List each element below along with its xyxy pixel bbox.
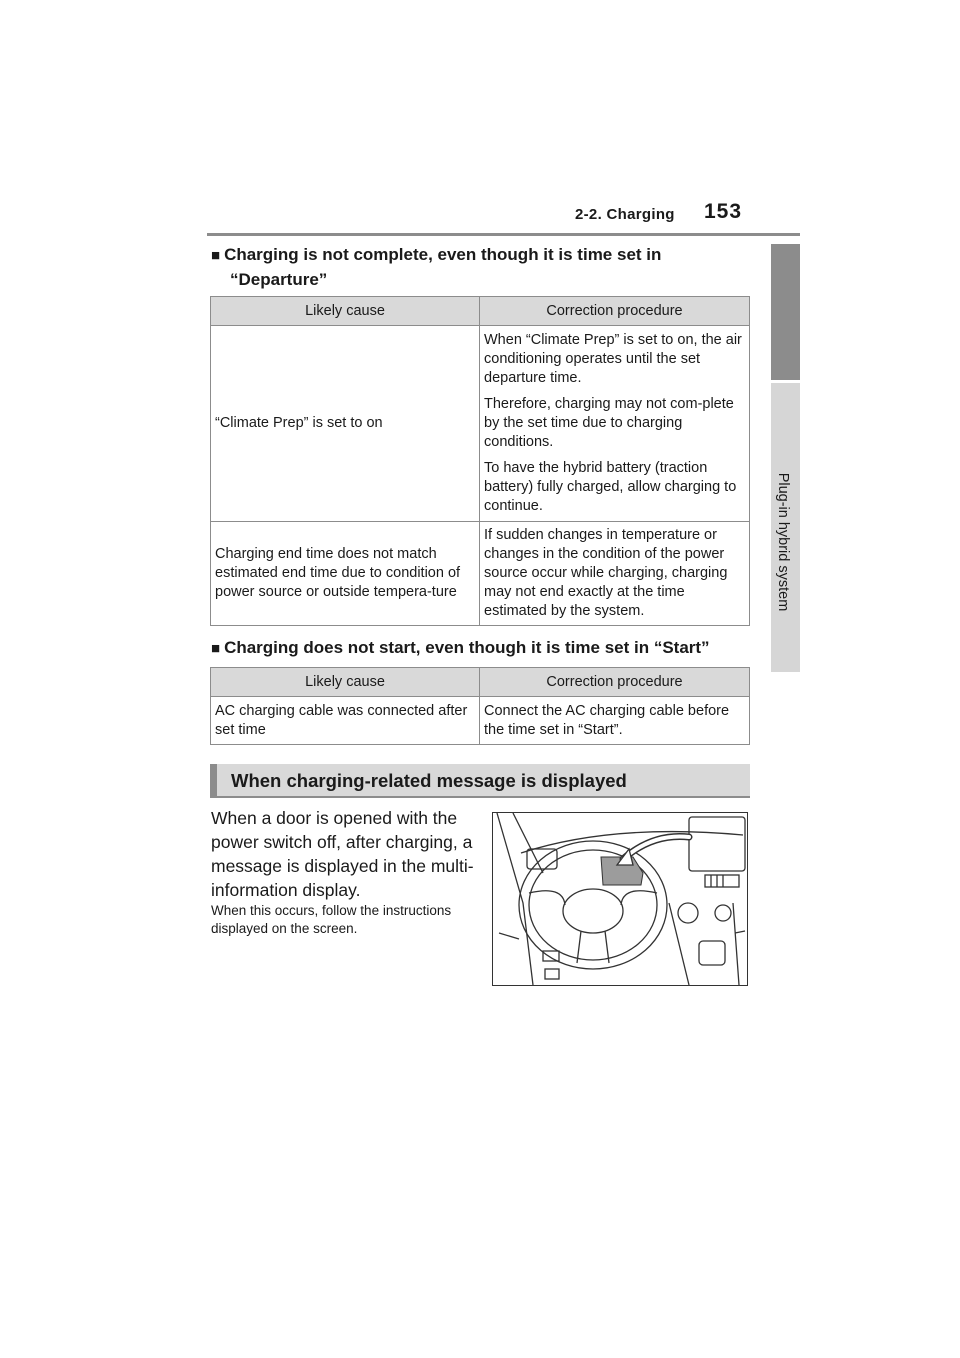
body-text: When a door is opened with the power switch off, after charging, a message is displayed in the multi-information display. xyxy=(211,808,474,900)
table-row xyxy=(211,326,750,522)
table-row xyxy=(211,697,750,745)
subheading-text: Charging does not start, even though it is time set in “Start” xyxy=(224,638,710,657)
start-cause-table xyxy=(210,667,750,745)
chapter-tab xyxy=(771,244,800,380)
cause-cell: “Climate Prep” is set to on xyxy=(211,326,480,522)
table-header-row xyxy=(211,668,750,697)
header-likely-cause: Likely cause xyxy=(211,668,480,697)
section-title: 2-2. Charging xyxy=(575,206,675,223)
procedure-cell xyxy=(480,522,750,626)
page-number: 153 xyxy=(704,200,743,223)
chapter-label: Plug-in hybrid system xyxy=(775,472,791,612)
header-rule xyxy=(207,233,800,236)
square-bullet-icon: ■ xyxy=(211,247,221,264)
procedure-paragraph: Therefore, charging may not com-plete by the set time due to charging conditions. xyxy=(484,396,734,450)
departure-cause-table xyxy=(210,296,750,626)
procedure-paragraph: If sudden changes in temperature or changes in the condition of the power source occur while charging, charging may not end exactly at the time estimated by the system. xyxy=(484,527,728,619)
cause-cell: AC charging cable was connected after set time xyxy=(211,697,480,745)
header-correction-procedure: Correction procedure xyxy=(480,297,750,326)
section-heading: When charging-related message is displayed xyxy=(231,770,627,791)
procedure-paragraph: Connect the AC charging cable before the time set in “Start”. xyxy=(484,702,730,738)
procedure-paragraph: When “Climate Prep” is set to on, the air conditioning operates until the set departure time. xyxy=(484,332,742,386)
procedure-cell xyxy=(480,697,750,745)
note-text: When this occurs, follow the instructions displayed on the screen. xyxy=(211,903,452,936)
section-heading-bar xyxy=(210,764,750,798)
table-header-row xyxy=(211,297,750,326)
subheading-line-1: Charging is not complete, even though it is time set in xyxy=(224,245,662,264)
cause-cell: Charging end time does not match estimated end time due to condition of power source or outside tempera-ture xyxy=(211,522,480,626)
subheading-line-2: “Departure” xyxy=(230,270,328,289)
subheading-start xyxy=(211,636,710,661)
dashboard-illustration xyxy=(492,812,748,986)
header-likely-cause: Likely cause xyxy=(211,297,480,326)
procedure-paragraph: To have the hybrid battery (traction battery) fully charged, allow charging to continue. xyxy=(484,460,737,514)
steering-wheel-illustration xyxy=(493,813,747,985)
procedure-cell xyxy=(480,326,750,522)
square-bullet-icon: ■ xyxy=(211,640,221,657)
header-correction-procedure: Correction procedure xyxy=(480,668,750,697)
table-row xyxy=(211,522,750,626)
subheading-departure xyxy=(211,243,661,292)
